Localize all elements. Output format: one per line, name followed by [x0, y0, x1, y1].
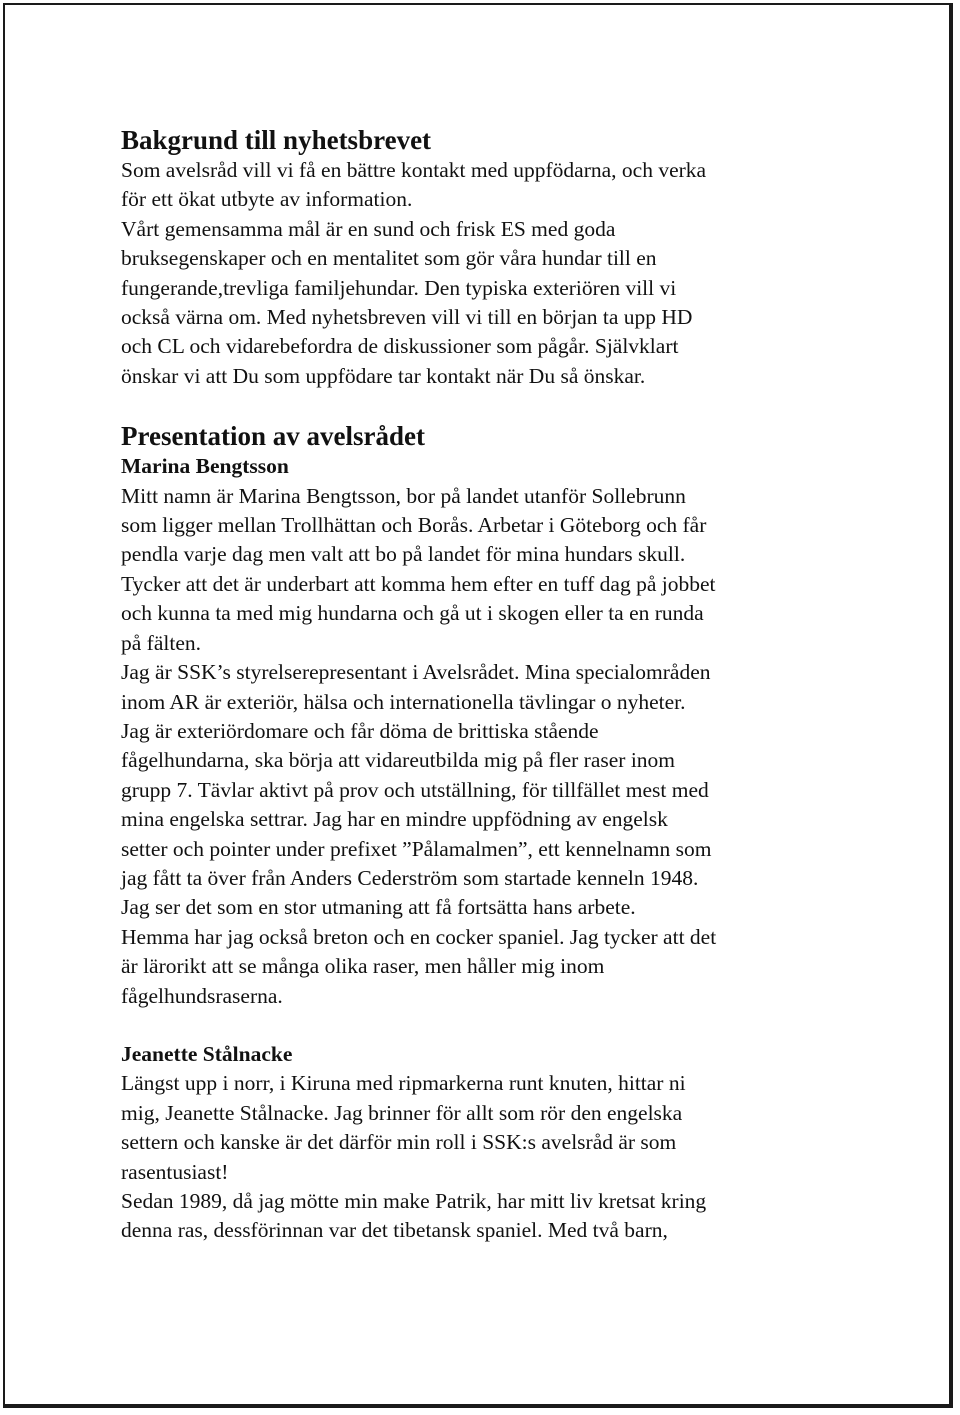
- text-line: Mitt namn är Marina Bengtsson, bor på landet utanför Sollebrunn: [121, 483, 686, 508]
- section-heading-background: Bakgrund till nyhetsbrevet: [121, 125, 432, 155]
- text-line: Hemma har jag också breton och en cocker spaniel. Jag tycker att det: [121, 924, 717, 949]
- text-line: fågelhundarna, ska börja att vidareutbilda mig på fler raser inom: [121, 748, 676, 773]
- text-line: också värna om. Med nyhetsbreven vill vi till en början ta upp HD: [121, 305, 693, 330]
- document-content: [121, 124, 861, 1246]
- text-line: pendla varje dag men valt att bo på landet för mina hundars skull.: [121, 542, 686, 567]
- section-heading-presentation: Presentation av avelsrådet: [121, 421, 425, 452]
- text-line: Längst upp i norr, i Kiruna med ripmarkerna runt knuten, hittar ni: [121, 1071, 686, 1096]
- person-jeanette: [121, 1040, 861, 1246]
- text-line: denna ras, dessförinnan var det tibetansk spaniel. Med två barn,: [121, 1218, 668, 1243]
- section-presentation: [121, 420, 861, 1246]
- text-line: Jag är exteriördomare och får döma de brittiska stående: [121, 718, 599, 743]
- text-line: önskar vi att Du som uppfödare tar kontakt när Du så önskar.: [121, 363, 646, 388]
- text-line: fågelhundsraserna.: [121, 983, 283, 1008]
- person-name-marina: Marina Bengtsson: [121, 454, 289, 479]
- text-line: fungerande,trevliga familjehundar. Den typiska exteriören vill vi: [121, 275, 677, 300]
- text-line: settern och kanske är det därför min roll i SSK:s avelsråd är som: [121, 1130, 677, 1155]
- text-line: mina engelska settrar. Jag har en mindre uppfödning av engelsk: [121, 807, 668, 832]
- text-line: på fälten.: [121, 630, 201, 655]
- person-jeanette-body: [121, 1069, 861, 1245]
- person-marina-body: [121, 482, 861, 1011]
- text-line: Sedan 1989, då jag mötte min make Patrik, har mitt liv kretsat kring: [121, 1189, 707, 1213]
- text-line: som ligger mellan Trollhättan och Borås. Arbetar i Göteborg och får: [121, 513, 707, 538]
- text-line: för ett ökat utbyte av information.: [121, 187, 413, 212]
- person-marina: [121, 452, 861, 1011]
- section-background: [121, 124, 861, 391]
- text-line: rasentusiast!: [121, 1159, 229, 1184]
- text-line: och kunna ta med mig hundarna och gå ut i skogen eller ta en runda: [121, 601, 704, 626]
- text-line: bruksegenskaper och en mentalitet som gör våra hundar till en: [121, 246, 657, 271]
- text-line: Jag ser det som en stor utmaning att få fortsätta hans arbete.: [121, 895, 636, 920]
- text-line: är lärorikt att se många olika raser, men håller mig inom: [121, 954, 605, 979]
- text-line: och CL och vidarebefordra de diskussioner som pågår. Självklart: [121, 334, 679, 359]
- text-line: mig, Jeanette Stålnacke. Jag brinner för allt som rör den engelska: [121, 1100, 683, 1125]
- text-line: inom AR är exteriör, hälsa och internationella tävlingar o nyheter.: [121, 689, 686, 714]
- text-line: Vårt gemensamma mål är en sund och frisk ES med goda: [121, 216, 616, 241]
- text-line: Som avelsråd vill vi få en bättre kontakt med uppfödarna, och verka: [121, 158, 707, 182]
- text-line: jag fått ta över från Anders Cederström som startade kenneln 1948.: [121, 865, 699, 890]
- person-name-jeanette: Jeanette Stålnacke: [121, 1041, 293, 1066]
- text-line: Jag är SSK’s styrelserepresentant i Avelsrådet. Mina specialområden: [121, 660, 711, 685]
- text-line: Tycker att det är underbart att komma hem efter en tuff dag på jobbet: [121, 571, 716, 596]
- text-line: setter och pointer under prefixet ”Pålamalmen”, ett kennelnamn som: [121, 836, 712, 861]
- text-line: grupp 7. Tävlar aktivt på prov och utställning, för tillfället mest med: [121, 777, 709, 802]
- section-background-body: [121, 156, 861, 391]
